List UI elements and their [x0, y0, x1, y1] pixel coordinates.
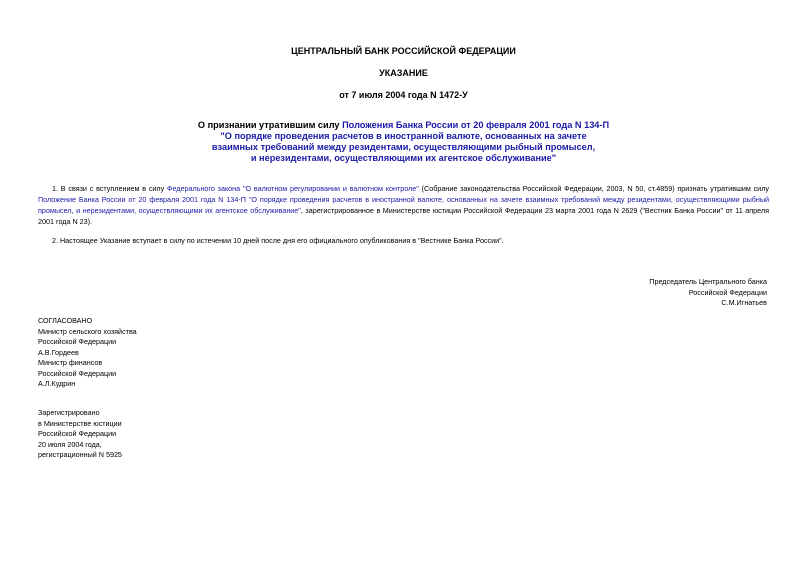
regulation-link[interactable]: Положение Банка России от 20 февраля 2001 года N 134-П "О порядке проведения расчетов в иностранной валюте, основанных на зачете взаимных требований между резидентами, осуществляющими рыбный промысел, и нерезидентами, осуществляющими их агентское обслуживание": [38, 195, 769, 215]
title-line-3[interactable]: взаимных требований между резидентами, осуществляющими рыбный промысел,: [211, 142, 596, 152]
paragraph-1-text-c: , зарегистрированное в Министерстве юстиции Российской Федерации 23 марта 2001 года N 2629 ("Вестник Банка России" от 11 апреля 2001 года N 23).: [38, 206, 770, 226]
agreed-line: Российской Федерации: [38, 337, 117, 346]
title-prefix: О признании утратившим силу: [197, 120, 343, 130]
registration-line: в Министерстве юстиции: [38, 418, 122, 428]
document-date-number: от 7 июля 2004 года N 1472-У: [339, 90, 468, 100]
federal-law-link[interactable]: Федерального закона "О валютном регулировании и валютном контроле": [167, 184, 419, 193]
registration-line: Зарегистрировано: [38, 408, 100, 417]
agreed-block: [38, 316, 137, 390]
agreed-heading: СОГЛАСОВАНО: [38, 316, 93, 325]
agreed-line: Министр финансов: [38, 358, 103, 367]
paragraph-2-text: 2. Настоящее Указание вступает в силу по истечении 10 дней после дня его официального опубликования в "Вестнике Банка России".: [52, 236, 504, 245]
registration-block: [38, 408, 122, 461]
signature-name: С.М.Игнатьев: [721, 298, 767, 307]
registration-line: регистрационный N 5925: [38, 450, 122, 459]
agreed-line: А.В.Гордеев: [38, 347, 79, 357]
agreed-line: Российской Федерации: [38, 368, 117, 378]
paragraph-1-text-a: 1. В связи с вступлением в силу: [52, 184, 168, 193]
bank-name: ЦЕНТРАЛЬНЫЙ БАНК РОССИЙСКОЙ ФЕДЕРАЦИИ: [291, 46, 516, 56]
signature-org: Российской Федерации: [688, 287, 767, 297]
paragraph-1-text-b: (Собрание законодательства Российской Федерации, 2003, N 50, ст.4859) признать утратившим силу: [418, 184, 769, 193]
registration-line: Российской Федерации: [38, 429, 117, 438]
signature-position: Председатель Центрального банка: [649, 277, 767, 286]
agreed-line: Министр сельского хозяйства: [38, 326, 137, 336]
registration-line: 20 июля 2004 года,: [38, 439, 102, 449]
title-line-2[interactable]: "О порядке проведения расчетов в иностранной валюте, основанных на зачете: [220, 131, 587, 141]
title-line-1: [0, 120, 807, 131]
signature-block: [649, 277, 767, 309]
paragraph-2: [38, 235, 769, 246]
agreed-line: А.Л.Кудрин: [38, 379, 76, 388]
regulation-title-link[interactable]: Положения Банка России от 20 февраля 2001 года N 134-П: [342, 120, 610, 130]
document-type: УКАЗАНИЕ: [379, 68, 428, 78]
title-line-4[interactable]: и нерезидентами, осуществляющими их агентское обслуживание": [250, 153, 557, 163]
document-title: [0, 120, 807, 164]
paragraph-1: [38, 183, 769, 227]
